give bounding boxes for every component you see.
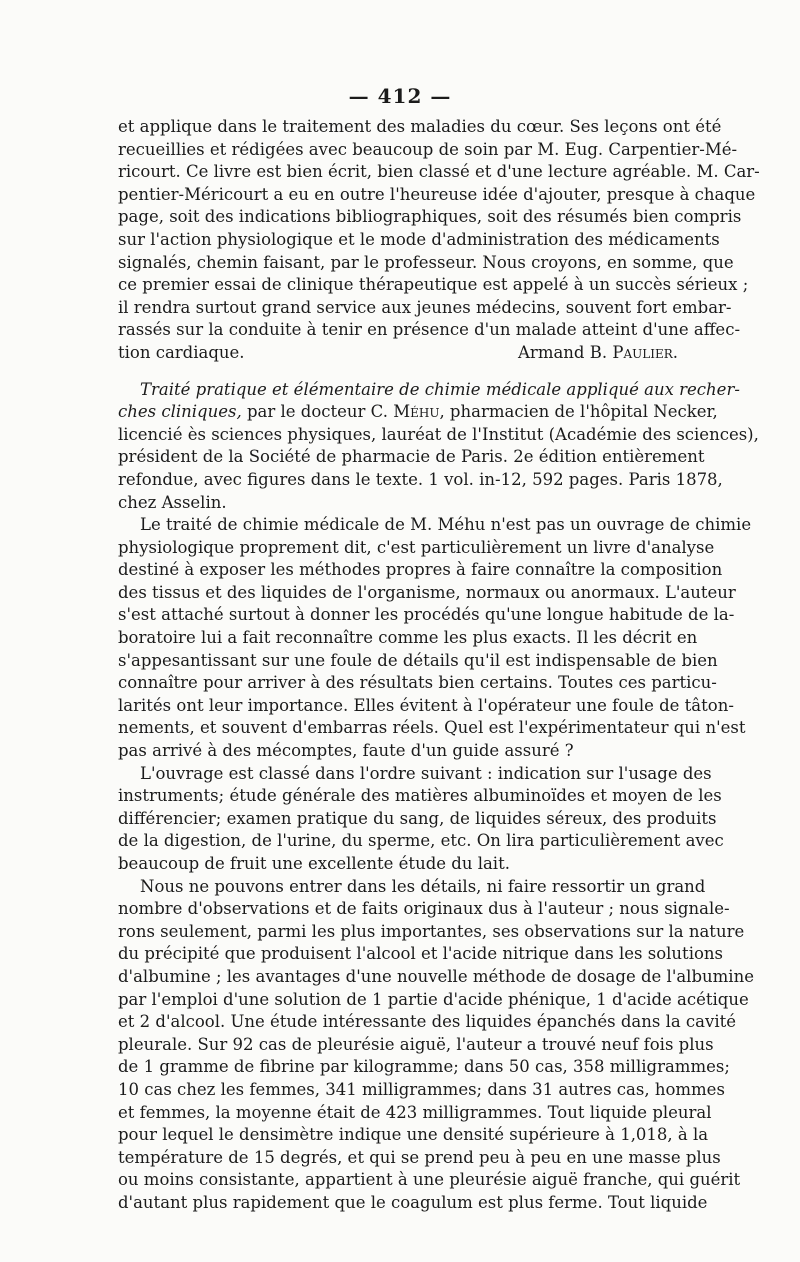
text-line: rons seulement, parmi les plus importantes, ses observations sur la nature bbox=[118, 921, 745, 941]
text-line: du précipité que produisent l'alcool et l'acide nitrique dans les solutions bbox=[118, 944, 723, 964]
text-line: beaucoup de fruit une excellente étude du lait. bbox=[118, 854, 510, 873]
text-line: de 1 gramme de fibrine par kilogramme; dans 50 cas, 358 milligrammes; bbox=[118, 1057, 730, 1077]
text-line: pleurale. Sur 92 cas de pleurésie aiguë, l'auteur a trouvé neuf fois plus bbox=[118, 1034, 714, 1054]
text-line: et applique dans le traitement des maladies du cœur. Ses leçons ont été bbox=[118, 117, 722, 136]
text-line: tion cardiaque. bbox=[118, 342, 245, 362]
page-number: — 412 — bbox=[348, 84, 452, 108]
text-line: pas arrivé à des mécomptes, faute d'un guide assuré ? bbox=[118, 741, 574, 761]
book-title-end: ches cliniques, bbox=[118, 402, 242, 422]
text-line: sur l'action physiologique et le mode d'administration des médicaments bbox=[118, 229, 720, 249]
text-line: connaître pour arriver à des résultats bien certains. Toutes ces particu- bbox=[118, 673, 717, 693]
text-line: d'autant plus rapidement que le coagulum est plus ferme. Tout liquide bbox=[118, 1192, 708, 1212]
text-line: s'est attaché surtout à donner les procédés qu'une longue habitude de la- bbox=[118, 605, 735, 625]
text-line: larités ont leur importance. Elles évitent à l'opérateur une foule de tâton- bbox=[118, 695, 734, 715]
text-line: chez Asselin. bbox=[118, 492, 227, 512]
signature-surname: Paulier. bbox=[612, 342, 678, 362]
text-line: différencier; examen pratique du sang, de liquides séreux, des produits bbox=[118, 808, 717, 828]
review-tail-paragraph bbox=[118, 116, 760, 365]
text-line: L'ouvrage est classé dans l'ordre suivant : indication sur l'usage des bbox=[140, 763, 712, 783]
text-line: nements, et souvent d'embarras réels. Quel est l'expérimentateur qui n'est bbox=[118, 718, 746, 738]
text-line: Nous ne pouvons entrer dans les détails, ni faire ressortir un grand bbox=[140, 876, 706, 896]
text-line: refondue, avec figures dans le texte. 1 vol. in-12, 592 pages. Paris 1878, bbox=[118, 469, 723, 489]
book-title-line: ches cliniques, par le docteur C. Méhu, pharmacien de l'hôpital Necker, bbox=[118, 402, 718, 422]
text-line: ce premier essai de clinique thérapeutique est appelé à un succès sérieux ; bbox=[118, 275, 749, 295]
text-line: Le traité de chimie médicale de M. Méhu n'est pas un ouvrage de chimie bbox=[140, 515, 752, 535]
text-line: et 2 d'alcool. Une étude intéressante des liquides épanchés dans la cavité bbox=[118, 1012, 737, 1032]
text-line: président de la Société de pharmacie de Paris. 2e édition entièrement bbox=[118, 447, 705, 467]
text-line: recueillies et rédigées avec beaucoup de soin par M. Eug. Carpentier-Mé- bbox=[118, 139, 738, 159]
text-line: page, soit des indications bibliographiques, soit des résumés bien compris bbox=[118, 207, 742, 227]
text-line: des tissus et des liquides de l'organisme, normaux ou anormaux. L'auteur bbox=[118, 582, 736, 602]
review-signature: Armand B. Paulier. bbox=[518, 342, 678, 362]
text-line: par l'emploi d'une solution de 1 partie d'acide phénique, 1 d'acide acétique bbox=[118, 989, 749, 1009]
text-line: signalés, chemin faisant, par le professeur. Nous croyons, en somme, que bbox=[118, 252, 734, 272]
text-line: nombre d'observations et de faits originaux dus à l'auteur ; nous signale- bbox=[118, 899, 730, 919]
text-line: ricourt. Ce livre est bien écrit, bien classé et d'une lecture agréable. M. Car- bbox=[118, 162, 760, 182]
text-line: 10 cas chez les femmes, 341 milligrammes; dans 31 autres cas, hommes bbox=[118, 1079, 725, 1099]
text-line: licencié ès sciences physiques, lauréat de l'Institut (Académie des sciences), bbox=[118, 424, 759, 444]
text-line: rassés sur la conduite à tenir en présence d'un malade atteint d'une affec- bbox=[118, 320, 741, 340]
paragraph bbox=[118, 763, 724, 876]
text-line: il rendra surtout grand service aux jeunes médecins, souvent fort embar- bbox=[118, 297, 732, 317]
text-line: de la digestion, de l'urine, du sperme, etc. On lira particulièrement avec bbox=[118, 831, 724, 851]
paragraph bbox=[118, 876, 754, 1215]
book-title-line: Traité pratique et élémentaire de chimie médicale appliqué aux recher- bbox=[140, 379, 740, 399]
text-block bbox=[118, 116, 760, 1215]
text-line: pour lequel le densimètre indique une densité supérieure à 1,018, à la bbox=[118, 1125, 709, 1145]
text-line: d'albumine ; les avantages d'une nouvelle méthode de dosage de l'albumine bbox=[118, 966, 754, 986]
paragraph bbox=[118, 514, 752, 763]
text-line: destiné à exposer les méthodes propres à faire connaître la composition bbox=[118, 560, 723, 580]
text-line: température de 15 degrés, et qui se prend peu à peu en une masse plus bbox=[118, 1147, 721, 1167]
text-line: s'appesantissant sur une foule de détails qu'il est indispensable de bien bbox=[118, 650, 718, 670]
signature-line bbox=[118, 342, 682, 365]
book-reference bbox=[118, 379, 759, 515]
text-line: boratoire lui a fait reconnaître comme les plus exacts. Il les décrit en bbox=[118, 628, 698, 648]
text-line: ou moins consistante, appartient à une pleurésie aiguë franche, qui guérit bbox=[118, 1170, 741, 1190]
author-name: Méhu bbox=[393, 402, 440, 422]
text-line: pentier-Méricourt a eu en outre l'heureuse idée d'ajouter, presque à chaque bbox=[118, 184, 756, 204]
text-line: et femmes, la moyenne était de 423 milligrammes. Tout liquide pleural bbox=[118, 1102, 712, 1122]
text-line: instruments; étude générale des matières albuminoïdes et moyen de les bbox=[118, 786, 722, 806]
text-line: physiologique proprement dit, c'est particulièrement un livre d'analyse bbox=[118, 537, 715, 557]
